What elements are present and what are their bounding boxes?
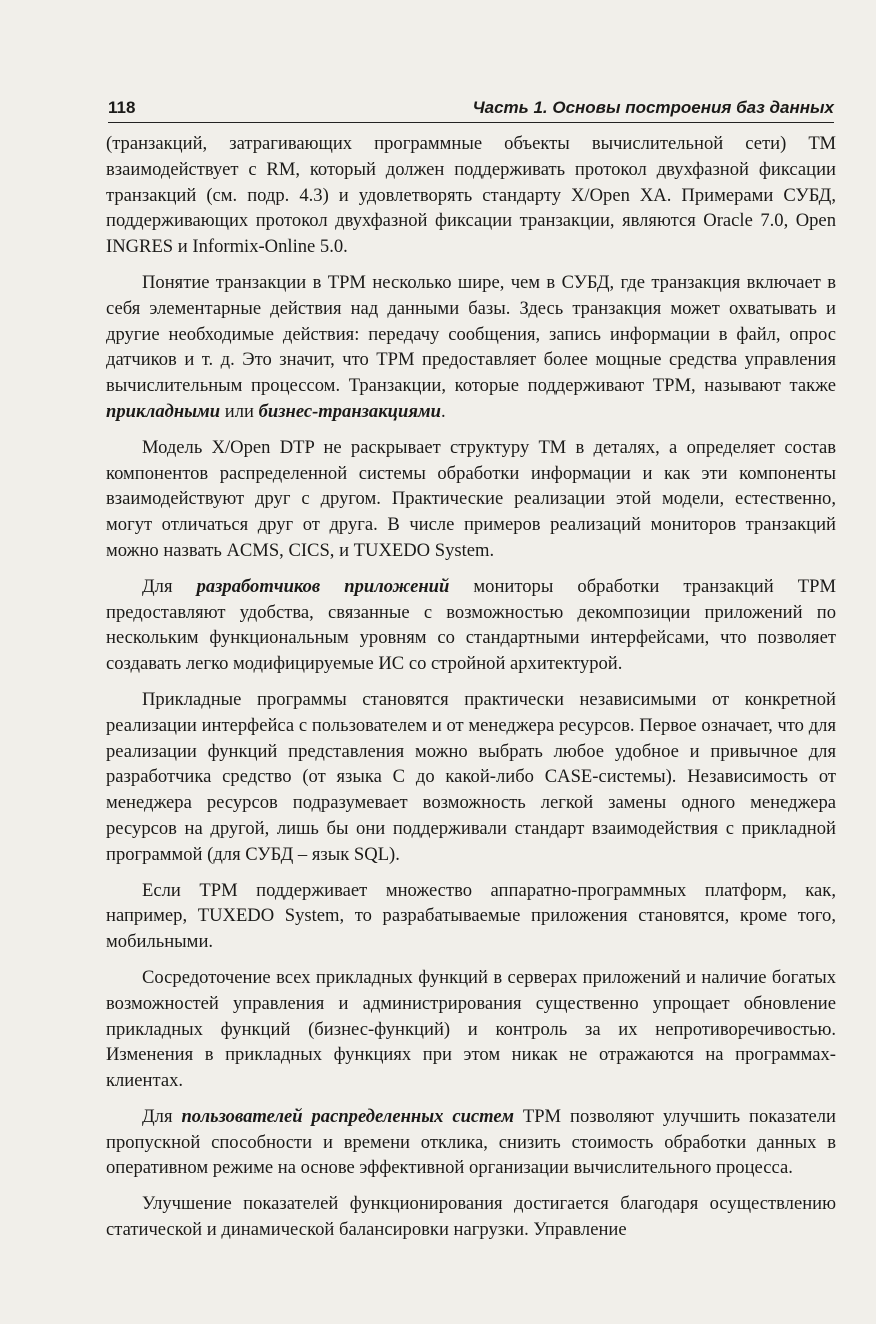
paragraph-6 — [106, 878, 836, 955]
paragraph-9 — [106, 1191, 836, 1243]
paragraph-4 — [106, 574, 836, 677]
paragraph-text: Понятие транзакции в ТРМ несколько шире, чем в СУБД, где транзакция включает в себя элементарные действия над данными базы. Здесь транзакция может охватывать и другие необходимые действия: передачу сообщения, запись информации в файл, опрос датчиков и т. д. Это значит, что ТРМ предоставляет более мощные средства управления вычислительным процессом. Транзакции, которые поддерживают ТРМ, называют также — [106, 271, 836, 397]
paragraph-text: Если ТРМ поддерживает множество аппаратно-программных платформ, как, например, TUXEDO System, то разрабатываемые приложения становятся, кроме того, мобильными. — [106, 879, 836, 953]
emphasis-term: пользователей распределенных систем — [181, 1105, 514, 1127]
paragraph-text: мониторы обработки транзакций ТРМ предоставляют удобства, связанные с возможностью декомпозиции приложений по нескольким функциональным уровням со стандартными интерфейсами, что позволяет создавать легко модифицируемые ИС со стройной архитектурой. — [106, 575, 836, 675]
paragraph-3 — [106, 435, 836, 564]
paragraph-5 — [106, 687, 836, 868]
paragraph-text: Для — [142, 1105, 182, 1127]
page-number: 118 — [108, 98, 136, 117]
paragraph-text: ТРМ позволяют улучшить показатели пропускной способности и времени отклика, снизить стоимость обработки данных в оперативном режиме на основе эффективной организации вычислительного процесса. — [106, 1105, 836, 1179]
emphasis-term: разработчиков приложений — [196, 575, 450, 597]
paragraph-text: Улучшение показателей функционирования достигается благодаря осуществлению статической и динамической балансировки нагрузки. Управление — [106, 1193, 836, 1241]
running-title: Часть 1. Основы построения баз данных — [472, 98, 834, 117]
paragraph-text: Прикладные программы становятся практически независимыми от конкретной реализации интерфейса с пользователем и от менеджера ресурсов. Первое означает, что для реализации функций представления можно выбрать любое удобное и привычное для разработчика средство (от языка С до какой-либо CASE-системы). Независимость от менеджера ресурсов подразумевает возможность легкой замены одного менеджера ресурсов на другой, лишь бы они поддерживали стандарт взаимодействия с прикладной программой (для СУБД – язык SQL). — [106, 688, 836, 865]
paragraph-text: . — [440, 400, 446, 422]
emphasis-term: бизнес-транзакциями — [258, 400, 441, 422]
paragraph-1 — [106, 131, 836, 260]
paragraph-8 — [106, 1104, 836, 1181]
emphasis-term: прикладными — [106, 400, 221, 422]
paragraph-2 — [106, 270, 836, 425]
page-header — [108, 96, 834, 123]
body-text — [106, 131, 836, 1253]
paragraph-text: или — [220, 400, 259, 422]
paragraph-text: Для — [142, 575, 197, 597]
paragraph-text: Сосредоточение всех прикладных функций в серверах приложений и наличие богатых возможностей управления и администрирования существенно упрощает обновление прикладных функций (бизнес-функций) и контроль за их непротиворечивостью. Изменения в прикладных функциях при этом никак не отражаются на программах-клиентах. — [106, 966, 836, 1092]
paragraph-text: (транзакций, затрагивающих программные объекты вычислительной сети) ТМ взаимодействует с RM, который должен поддерживать протокол двухфазной фиксации транзакций (см. подр. 4.3) и удовлетворять стандарту X/Open XA. Примерами СУБД, поддерживающих протокол двухфазной фиксации транзакции, являются Oracle 7.0, Open INGRES и Informix-Online 5.0. — [106, 133, 836, 258]
paragraph-7 — [106, 965, 836, 1094]
paragraph-text: Модель X/Open DTP не раскрывает структуру ТМ в деталях, а определяет состав компонентов распределенной системы обработки информации и как эти компоненты взаимодействуют друг с другом. Практические реализации этой модели, естественно, могут отличаться друг от друга. В числе примеров реализаций мониторов транзакций можно назвать ACMS, CICS, и TUXEDO System. — [106, 436, 836, 561]
